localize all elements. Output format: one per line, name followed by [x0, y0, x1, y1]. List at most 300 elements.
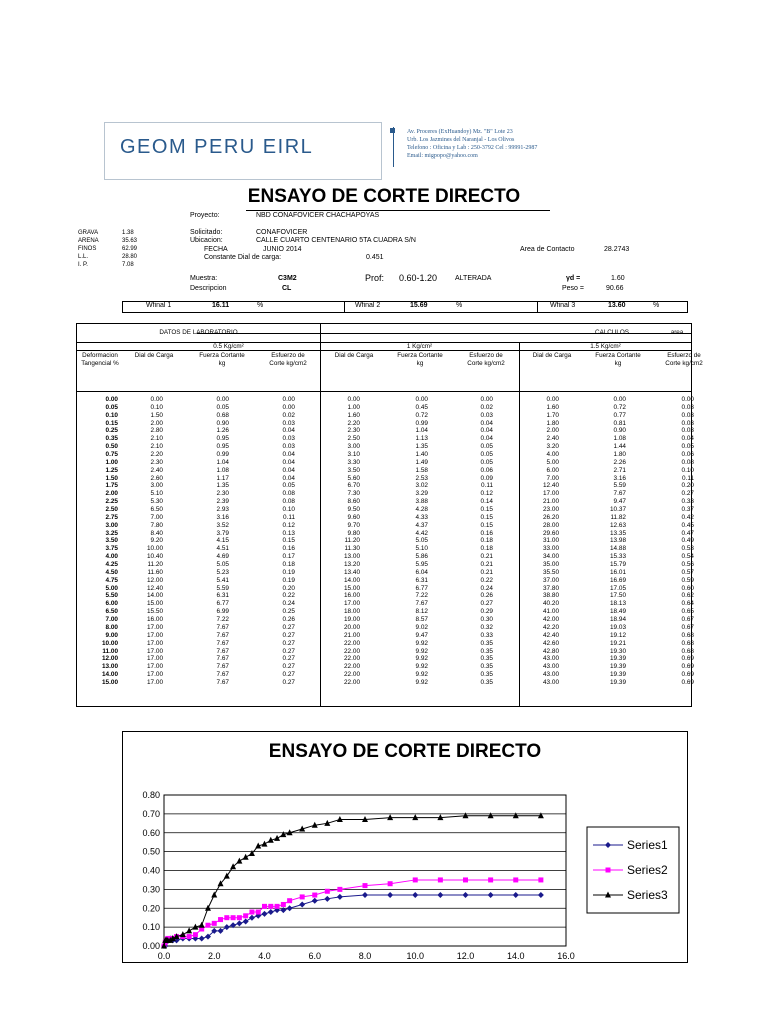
- esfuerzo-cell-1: 0.27: [282, 678, 295, 686]
- shear-chart: [123, 732, 687, 962]
- dial-cell-2: 9.50: [347, 506, 360, 514]
- fuerza-cell-3: 18.13: [610, 600, 626, 608]
- series-3-point: [211, 892, 217, 898]
- deformacion-cell: 0.15: [105, 419, 118, 427]
- dial-cell-1: 17.00: [147, 671, 163, 679]
- esfuerzo-cell-3: 0.65: [681, 608, 694, 616]
- dial-cell-2: 1.00: [347, 403, 360, 411]
- dial-cell-1: 2.30: [150, 458, 163, 466]
- dial-cell-2: 7.30: [347, 490, 360, 498]
- fuerza-cell-3: 0.72: [613, 403, 626, 411]
- series-2-point: [300, 894, 305, 899]
- esfuerzo-cell-2: 0.15: [480, 513, 493, 521]
- dial-cell-3: 37.00: [543, 576, 559, 584]
- series-2-point: [224, 915, 229, 920]
- dial-cell-1: 5.30: [150, 498, 163, 506]
- dial-cell-1: 7.80: [150, 521, 163, 529]
- dial-cell-1: 16.00: [147, 616, 163, 624]
- fuerza-cell-2: 1.40: [415, 451, 428, 459]
- fuerza-cell-3: 13.98: [610, 537, 626, 545]
- fuerza-cell-2: 7.67: [415, 600, 428, 608]
- esfuerzo-cell-3: 0.10: [681, 466, 694, 474]
- fuerza-cell-2: 1.58: [415, 466, 428, 474]
- deformacion-cell: 0.10: [105, 411, 118, 419]
- wfinal-2-label: Wfinal 2: [355, 302, 381, 309]
- series-1-point: [236, 920, 242, 926]
- series-2-point: [237, 915, 242, 920]
- deformacion-cell: 3.50: [105, 537, 118, 545]
- soil-label-grava: GRAVA: [78, 230, 99, 236]
- dial-column-1: [117, 396, 163, 687]
- deformacion-cell: 2.25: [105, 498, 118, 506]
- esfuerzo-cell-2: 0.22: [480, 576, 493, 584]
- dial-cell-2: 11.20: [344, 537, 360, 545]
- area-contacto-label: Area de Contacto: [520, 246, 575, 253]
- series-2-point: [231, 915, 236, 920]
- dial-cell-2: 9.60: [347, 513, 360, 521]
- fuerza-cell-2: 9.02: [415, 623, 428, 631]
- fuerza-cell-3: 17.05: [610, 584, 626, 592]
- x-tick-label: 10.0: [406, 951, 425, 961]
- series-1-point: [463, 892, 469, 898]
- fuerza-cell-3: 2.71: [613, 466, 626, 474]
- fuerza-cell-1: 6.31: [216, 592, 229, 600]
- esfuerzo-cell-2: 0.04: [480, 427, 493, 435]
- esfuerzo-cell-1: 0.04: [282, 427, 295, 435]
- series-3-point: [205, 905, 211, 911]
- series-2-point: [312, 893, 317, 898]
- fuerza-cell-3: 0.90: [613, 427, 626, 435]
- series-3-point: [243, 854, 249, 860]
- dial-cell-3: 31.00: [543, 537, 559, 545]
- esfuerzo-cell-3: 0.42: [681, 513, 694, 521]
- esfuerzo-cell-3: 0.68: [681, 639, 694, 647]
- fuerza-cell-1: 3.16: [216, 513, 229, 521]
- fuerza-cell-3: 2.26: [613, 458, 626, 466]
- esfuerzo-cell-2: 0.35: [480, 655, 493, 663]
- dial-cell-1: 12.00: [147, 576, 163, 584]
- esfuerzo-cell-1: 0.00: [282, 403, 295, 411]
- dial-cell-3: 42.60: [543, 639, 559, 647]
- soil-value-arena: 35.63: [122, 238, 138, 244]
- fuerza-cell-2: 1.13: [415, 435, 428, 443]
- esfuerzo-header-2: Esfuerzo de Corte kg/cm2: [467, 352, 505, 367]
- dial-cell-1: 17.00: [147, 663, 163, 671]
- address-line-3: Telefono : Oficina y Lab : 250-3792 Cel : 99991-2987: [407, 145, 538, 151]
- fuerza-cell-1: 0.00: [216, 396, 229, 403]
- dial-cell-1: 2.80: [150, 427, 163, 435]
- deformacion-cell: 1.00: [105, 458, 118, 466]
- gamma-label: γd =: [566, 275, 581, 282]
- dial-cell-3: 35.00: [543, 561, 559, 569]
- esfuerzo-cell-1: 0.04: [282, 458, 295, 466]
- prof-label: Prof:: [365, 273, 385, 283]
- title-underline: [246, 210, 550, 211]
- dial-cell-1: 3.00: [150, 482, 163, 490]
- dial-cell-2: 2.50: [347, 435, 360, 443]
- dial-cell-2: 9.80: [347, 529, 360, 537]
- fuerza-cell-1: 5.05: [216, 561, 229, 569]
- esfuerzo-cell-3: 0.54: [681, 553, 694, 561]
- dial-cell-3: 43.00: [543, 663, 559, 671]
- esfuerzo-cell-1: 0.16: [282, 545, 295, 553]
- fuerza-cell-2: 4.42: [415, 529, 428, 537]
- dial-cell-3: 33.00: [543, 545, 559, 553]
- esfuerzo-cell-3: 0.69: [681, 663, 694, 671]
- esfuerzo-cell-1: 0.08: [282, 498, 295, 506]
- x-tick-label: 8.0: [358, 951, 372, 961]
- esfuerzo-cell-3: 0.33: [681, 498, 694, 506]
- esfuerzo-cell-3: 0.03: [681, 411, 694, 419]
- series-2-point: [463, 877, 468, 882]
- series-1-point: [324, 896, 330, 902]
- dial-cell-1: 15.50: [147, 608, 163, 616]
- dial-cell-3: 1.60: [546, 403, 559, 411]
- series-1-point: [513, 892, 519, 898]
- fuerza-cell-1: 4.15: [216, 537, 229, 545]
- esfuerzo-cell-2: 0.21: [480, 568, 493, 576]
- dial-cell-2: 19.00: [344, 616, 360, 624]
- deformacion-cell: 0.50: [105, 443, 118, 451]
- esfuerzo-cell-1: 0.17: [282, 553, 295, 561]
- series-1-point: [243, 918, 249, 924]
- esfuerzo-cell-1: 0.25: [282, 608, 295, 616]
- deformacion-cell: 14.00: [102, 671, 118, 679]
- fuerza-cell-2: 9.47: [415, 631, 428, 639]
- fuerza-cell-3: 19.39: [610, 671, 626, 679]
- deformacion-cell: 4.25: [105, 561, 118, 569]
- fuerza-cell-3: 11.82: [610, 513, 626, 521]
- wfinal-3-unit: %: [653, 302, 660, 309]
- fuerza-cell-2: 3.29: [415, 490, 428, 498]
- fuerza-cell-3: 16.01: [610, 568, 626, 576]
- fuerza-cell-3: 0.77: [613, 411, 626, 419]
- esfuerzo-header-1: Esfuerzo de Corte kg/cm2: [269, 352, 307, 367]
- deformacion-cell: 0.75: [105, 451, 118, 459]
- dial-cell-2: 3.30: [347, 458, 360, 466]
- dial-cell-3: 6.00: [546, 466, 559, 474]
- dial-cell-2: 22.00: [344, 671, 360, 679]
- dial-cell-1: 0.00: [150, 396, 163, 403]
- datos-laboratorio-header: DATOS DE LABORATORIO: [159, 329, 238, 336]
- dial-cell-1: 2.20: [150, 451, 163, 459]
- series-3-point: [262, 841, 268, 847]
- dial-cell-1: 15.00: [147, 600, 163, 608]
- dial-cell-3: 40.20: [543, 600, 559, 608]
- deformacion-cell: 3.00: [105, 521, 118, 529]
- y-tick-label: 0.50: [142, 846, 160, 857]
- dial-cell-3: 23.00: [543, 506, 559, 514]
- fuerza-cell-2: 0.45: [415, 403, 428, 411]
- wfinal-divider: [537, 302, 538, 312]
- fuerza-cell-2: 3.88: [415, 498, 428, 506]
- esfuerzo-column-2: [447, 396, 493, 687]
- fuerza-cell-3: 18.94: [610, 616, 626, 624]
- muestra-label: Muestra:: [190, 275, 218, 282]
- fuerza-cell-3: 1.44: [613, 443, 626, 451]
- fuerza-cell-2: 6.31: [415, 576, 428, 584]
- esfuerzo-cell-2: 0.35: [480, 671, 493, 679]
- dial-cell-1: 17.00: [147, 639, 163, 647]
- series-1-point: [387, 892, 393, 898]
- dial-cell-2: 22.00: [344, 639, 360, 647]
- series-1-point: [299, 901, 305, 907]
- dial-cell-2: 14.00: [344, 576, 360, 584]
- wfinal-1-value: 16.11: [212, 302, 230, 309]
- deformacion-cell: 6.50: [105, 608, 118, 616]
- y-tick-label: 0.80: [142, 790, 160, 800]
- legend-label-3: Series3: [627, 888, 668, 902]
- dial-cell-1: 11.60: [147, 568, 163, 576]
- deformacion-column: [77, 396, 118, 687]
- series-1-point: [249, 915, 255, 921]
- fuerza-cell-1: 3.52: [216, 521, 229, 529]
- fuerza-cell-2: 4.33: [415, 513, 428, 521]
- esfuerzo-cell-1: 0.12: [282, 521, 295, 529]
- y-tick-label: 0.20: [142, 903, 160, 914]
- wfinal-3-label: Wfinal 3: [550, 302, 576, 309]
- deformacion-cell: 3.75: [105, 545, 118, 553]
- series-1-point: [337, 894, 343, 900]
- calculos-header: CALCULOS: [595, 329, 629, 336]
- esfuerzo-cell-1: 0.27: [282, 631, 295, 639]
- series-2-point: [413, 877, 418, 882]
- wfinal-1-unit: %: [257, 302, 264, 309]
- series-1-point: [412, 892, 418, 898]
- deformacion-cell: 2.50: [105, 506, 118, 514]
- esfuerzo-cell-3: 0.04: [681, 435, 694, 443]
- series-3-point: [186, 927, 192, 933]
- fuerza-cell-3: 19.30: [610, 647, 626, 655]
- wfinal-2-unit: %: [456, 302, 463, 309]
- dial-cell-3: 42.40: [543, 631, 559, 639]
- esfuerzo-header-3: Esfuerzo de Corte kg/cm2: [665, 352, 703, 367]
- dial-cell-1: 17.00: [147, 655, 163, 663]
- area-contacto-value: 28.2743: [604, 246, 630, 253]
- esfuerzo-cell-1: 0.10: [282, 506, 295, 514]
- fuerza-cell-2: 5.86: [415, 553, 428, 561]
- fuerza-cell-1: 5.41: [216, 576, 229, 584]
- fuerza-cell-3: 0.81: [613, 419, 626, 427]
- fuerza-cell-1: 0.90: [216, 419, 229, 427]
- esfuerzo-cell-3: 0.00: [681, 396, 694, 403]
- esfuerzo-cell-3: 0.45: [681, 521, 694, 529]
- dial-cell-3: 43.00: [543, 678, 559, 686]
- esfuerzo-cell-2: 0.21: [480, 561, 493, 569]
- chart-container: [122, 731, 688, 963]
- esfuerzo-cell-2: 0.04: [480, 435, 493, 443]
- series-2-point: [218, 917, 223, 922]
- dial-cell-1: 2.10: [150, 443, 163, 451]
- esfuerzo-cell-3: 0.64: [681, 600, 694, 608]
- fuerza-cell-2: 9.92: [415, 663, 428, 671]
- fuerza-cell-3: 12.63: [610, 521, 626, 529]
- dial-cell-3: 41.00: [543, 608, 559, 616]
- fuerza-cell-1: 7.67: [216, 623, 229, 631]
- dial-cell-1: 1.50: [150, 411, 163, 419]
- fuerza-cell-1: 4.69: [216, 553, 229, 561]
- esfuerzo-cell-2: 0.02: [480, 403, 493, 411]
- fuerza-header-3: Fuerza Cortante kg: [595, 352, 641, 367]
- deformacion-cell: 15.00: [102, 678, 118, 686]
- esfuerzo-cell-2: 0.09: [480, 474, 493, 482]
- dial-cell-1: 17.00: [147, 623, 163, 631]
- esfuerzo-cell-3: 0.69: [681, 678, 694, 686]
- series-1-point: [268, 909, 274, 915]
- group-header-1.0: 1 Kg/cm²: [406, 343, 433, 350]
- prof-value: 0.60-1.20: [399, 273, 438, 283]
- dial-cell-2: 22.00: [344, 678, 360, 686]
- fuerza-cell-2: 9.92: [415, 671, 428, 679]
- deformacion-cell: 0.00: [105, 396, 118, 403]
- esfuerzo-cell-3: 0.03: [681, 419, 694, 427]
- muestra-value: C3M2: [278, 275, 297, 282]
- fuerza-cell-1: 6.99: [216, 608, 229, 616]
- fuerza-cell-1: 3.79: [216, 529, 229, 537]
- esfuerzo-cell-2: 0.33: [480, 631, 493, 639]
- x-tick-label: 12.0: [456, 951, 475, 961]
- fuerza-cell-3: 19.21: [610, 639, 626, 647]
- dial-cell-2: 13.00: [344, 553, 360, 561]
- dial-cell-1: 6.50: [150, 506, 163, 514]
- fuerza-cell-1: 7.67: [216, 663, 229, 671]
- fuerza-column-1: [183, 396, 229, 687]
- dial-cell-1: 17.00: [147, 678, 163, 686]
- dial-cell-1: 10.40: [147, 553, 163, 561]
- fuerza-cell-3: 19.39: [610, 655, 626, 663]
- fuerza-cell-3: 17.50: [610, 592, 626, 600]
- fecha-value: JUNIO 2014: [263, 246, 302, 253]
- fuerza-cell-2: 7.22: [415, 592, 428, 600]
- esfuerzo-cell-3: 0.37: [681, 506, 694, 514]
- esfuerzo-cell-1: 0.24: [282, 600, 295, 608]
- fuerza-cell-1: 0.68: [216, 411, 229, 419]
- esfuerzo-cell-2: 0.00: [480, 396, 493, 403]
- esfuerzo-cell-2: 0.18: [480, 537, 493, 545]
- deformacion-cell: 5.50: [105, 592, 118, 600]
- dial-cell-3: 35.50: [543, 568, 559, 576]
- deformacion-cell: 0.25: [105, 427, 118, 435]
- fuerza-cell-1: 1.26: [216, 427, 229, 435]
- fuerza-cell-3: 18.49: [610, 608, 626, 616]
- dial-cell-3: 26.20: [543, 513, 559, 521]
- ubicacion-label: Ubicacion:: [190, 237, 223, 244]
- fuerza-cell-3: 1.08: [613, 435, 626, 443]
- fuerza-cell-1: 0.05: [216, 403, 229, 411]
- dial-cell-1: 17.00: [147, 647, 163, 655]
- esfuerzo-cell-2: 0.06: [480, 466, 493, 474]
- esfuerzo-cell-2: 0.05: [480, 458, 493, 466]
- fuerza-cell-3: 19.39: [610, 678, 626, 686]
- dial-cell-3: 28.00: [543, 521, 559, 529]
- esfuerzo-cell-1: 0.03: [282, 435, 295, 443]
- fuerza-column-3: [580, 396, 626, 687]
- esfuerzo-cell-1: 0.27: [282, 655, 295, 663]
- fuerza-cell-2: 5.95: [415, 561, 428, 569]
- dial-cell-1: 2.10: [150, 435, 163, 443]
- fuerza-cell-1: 6.77: [216, 600, 229, 608]
- deformacion-cell: 11.00: [102, 647, 118, 655]
- esfuerzo-cell-3: 0.27: [681, 490, 694, 498]
- esfuerzo-cell-2: 0.05: [480, 451, 493, 459]
- esfuerzo-cell-1: 0.19: [282, 576, 295, 584]
- esfuerzo-cell-2: 0.35: [480, 647, 493, 655]
- series-2-point: [438, 877, 443, 882]
- dial-cell-2: 2.30: [347, 427, 360, 435]
- legend-label-2: Series2: [627, 863, 668, 877]
- esfuerzo-cell-3: 0.56: [681, 561, 694, 569]
- series-1-point: [287, 905, 293, 911]
- alterada-label: ALTERADA: [455, 275, 492, 282]
- soil-value-ip: 7.08: [122, 262, 134, 268]
- deformacion-cell: 2.00: [105, 490, 118, 498]
- esfuerzo-cell-1: 0.11: [283, 513, 295, 521]
- dial-constant-label: Constante Dial de carga:: [204, 254, 282, 261]
- fuerza-cell-3: 1.80: [613, 451, 626, 459]
- fuerza-header-1: Fuerza Cortante kg: [199, 352, 245, 367]
- esfuerzo-cell-2: 0.21: [480, 553, 493, 561]
- fuerza-cell-2: 4.28: [415, 506, 428, 514]
- dial-cell-2: 21.00: [344, 631, 360, 639]
- dial-cell-3: 43.00: [543, 671, 559, 679]
- deformacion-cell: 12.00: [102, 655, 118, 663]
- esfuerzo-cell-2: 0.03: [480, 411, 493, 419]
- dial-cell-1: 0.10: [150, 403, 163, 411]
- address-line-1: Av. Proceres (ExHuandoy) Mz. "B" Lote 23: [407, 129, 513, 135]
- dial-header-3: Dial de Carga: [532, 352, 572, 359]
- dial-cell-3: 7.00: [546, 474, 559, 482]
- esfuerzo-cell-3: 0.68: [681, 631, 694, 639]
- esfuerzo-cell-2: 0.26: [480, 592, 493, 600]
- deformacion-cell: 10.00: [102, 639, 118, 647]
- deformacion-cell: 0.05: [105, 403, 118, 411]
- deformacion-cell: 7.00: [105, 616, 118, 624]
- series-2-point: [249, 910, 254, 915]
- fuerza-cell-2: 9.92: [415, 678, 428, 686]
- esfuerzo-cell-3: 0.05: [681, 443, 694, 451]
- esfuerzo-cell-1: 0.04: [282, 474, 295, 482]
- deformacion-cell: 9.00: [105, 631, 118, 639]
- fuerza-cell-2: 8.57: [415, 616, 428, 624]
- dial-cell-2: 22.00: [344, 663, 360, 671]
- dial-cell-2: 16.00: [344, 592, 360, 600]
- esfuerzo-cell-2: 0.29: [480, 608, 493, 616]
- wfinal-2-value: 15.69: [410, 302, 428, 309]
- esfuerzo-cell-3: 0.68: [681, 647, 694, 655]
- legend-marker-2: [606, 868, 611, 873]
- esfuerzo-cell-1: 0.03: [282, 443, 295, 451]
- esfuerzo-cell-3: 0.69: [681, 671, 694, 679]
- wfinal-bar: [122, 301, 688, 313]
- esfuerzo-cell-2: 0.30: [480, 616, 493, 624]
- esfuerzo-cell-2: 0.27: [480, 600, 493, 608]
- esfuerzo-cell-1: 0.27: [282, 663, 295, 671]
- fuerza-cell-2: 1.04: [415, 427, 428, 435]
- solicitado-value: CONAFOVICER: [256, 229, 308, 236]
- fuerza-cell-1: 4.51: [216, 545, 229, 553]
- soil-label-ll: L.L.: [78, 254, 89, 260]
- dial-cell-1: 10.00: [147, 545, 163, 553]
- y-tick-label: 0.60: [142, 827, 160, 838]
- descripcion-label: Descripcion: [190, 285, 227, 292]
- fuerza-cell-1: 1.04: [216, 458, 229, 466]
- series-3-point: [199, 922, 205, 928]
- fuerza-cell-1: 7.67: [216, 655, 229, 663]
- esfuerzo-cell-1: 0.19: [282, 568, 295, 576]
- deformacion-cell: 3.25: [105, 529, 118, 537]
- esfuerzo-cell-1: 0.22: [282, 592, 295, 600]
- dial-cell-2: 18.00: [344, 608, 360, 616]
